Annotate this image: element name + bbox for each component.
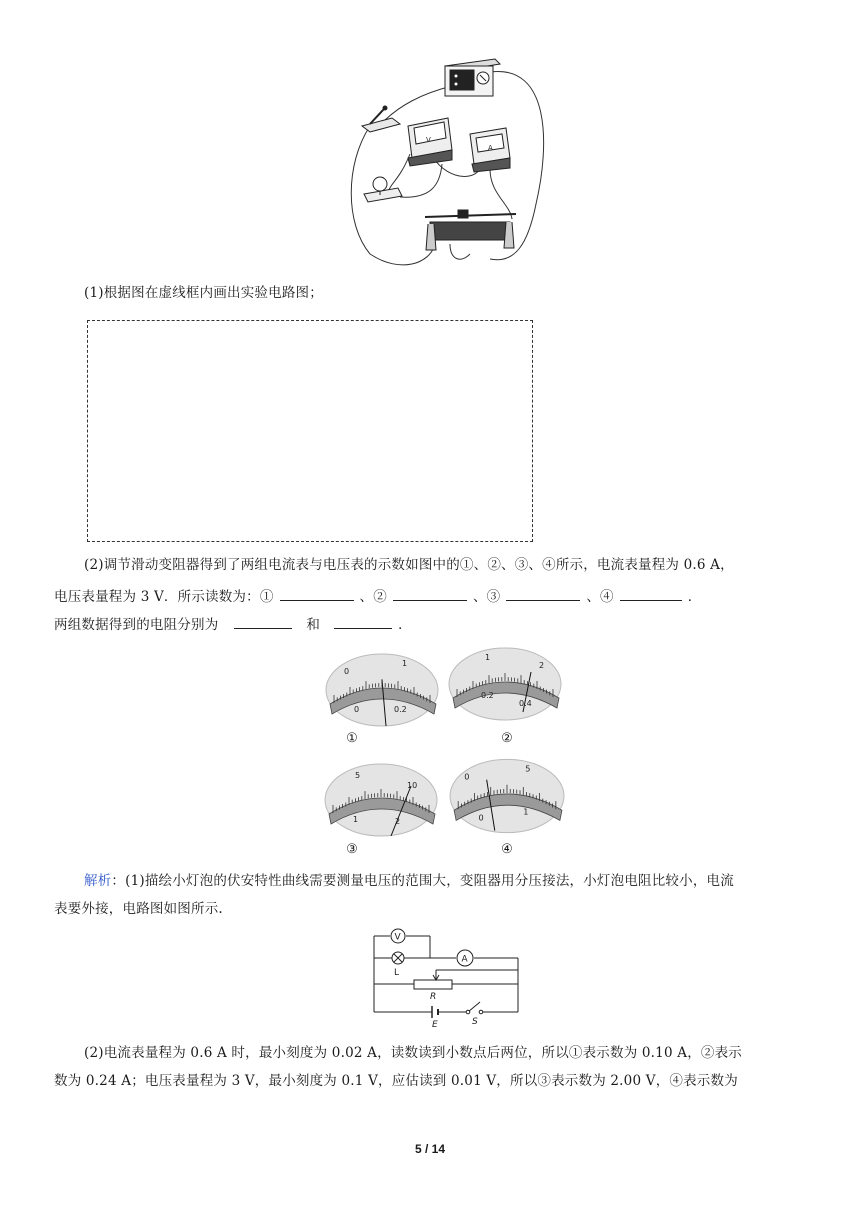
answer-blank-4[interactable]	[620, 586, 682, 601]
meter-4-label: ④	[501, 842, 513, 857]
voltmeter-letter: V	[426, 136, 431, 144]
meter-1-label: ①	[346, 731, 358, 746]
question-2-line-2-start: 电压表量程为 3 V．所示读数为：①	[54, 589, 274, 605]
resistance-blank-1[interactable]	[234, 614, 292, 629]
meter-4-dial	[448, 756, 566, 836]
meter-3-label: ③	[346, 842, 358, 857]
answer-blank-2[interactable]	[393, 586, 467, 601]
meter-lower-right-label: 0.2	[394, 705, 407, 714]
rheostat-device	[425, 210, 516, 250]
question-2-line-3-start: 两组数据得到的电阻分别为	[54, 617, 219, 633]
circuit-a-letter: A	[461, 954, 468, 965]
meter-upper-left-label: 5	[355, 771, 361, 780]
meter-upper-right-label: 10	[407, 781, 418, 790]
question-2-end: ．	[687, 589, 702, 605]
question-2-sep-4: 、④	[586, 589, 614, 605]
solution-part-1-line-1	[84, 868, 734, 894]
meter-2-dial	[446, 646, 564, 722]
question-2-line-2	[54, 584, 701, 610]
meter-lower-left-label: 0.2	[481, 691, 494, 700]
meter-upper-right-label: 5	[525, 763, 531, 774]
solution-part-2-line-2: 数为 0.24 A；电压表量程为 3 V，最小刻度为 0.1 V，应估读到 0.01 V，所以③表示数为 2.00 V，④表示数为	[54, 1073, 738, 1089]
circuit-e-letter: E	[432, 1020, 438, 1030]
meter-1-dial	[324, 652, 440, 728]
question-2-line-3	[54, 612, 412, 638]
ammeter-letter: A	[488, 144, 493, 152]
meter-upper-right-label: 1	[402, 659, 408, 668]
question-2-sep-2: 、②	[359, 589, 387, 605]
question-2-sep-3: 、③	[472, 589, 501, 605]
meter-upper-left-label: 0	[344, 667, 350, 676]
meter-lower-left-label: 1	[353, 815, 359, 824]
meter-2-label: ②	[501, 731, 513, 746]
meter-upper-left-label: 1	[485, 653, 491, 662]
resistance-blank-2[interactable]	[334, 614, 392, 629]
meter-lower-right-label: 1	[523, 806, 529, 817]
circuit-drawing-area[interactable]	[87, 320, 533, 542]
circuit-s-letter: S	[472, 1017, 478, 1027]
solution-part-2-line-1: (2)电流表量程为 0.6 A 时，最小刻度为 0.02 A，读数读到小数点后两位，所以①表示数为 0.10 A，②表示	[84, 1045, 742, 1061]
switch-device	[362, 106, 400, 132]
circuit-diagram	[368, 928, 524, 1030]
lamp-device	[364, 177, 402, 202]
circuit-v-letter: V	[394, 932, 401, 943]
solution-colon: ：	[111, 873, 126, 889]
question-2-and: 和	[306, 617, 321, 633]
meter-upper-right-label: 2	[539, 661, 545, 670]
solution-label: 解析	[84, 873, 112, 889]
meter-lower-left-label: 0	[354, 705, 360, 714]
meter-3-dial	[322, 762, 440, 838]
question-2-line-1: (2)调节滑动变阻器得到了两组电流表与电压表的示数如图中的①、②、③、④所示，电流表量程为 0.6 A，	[84, 557, 734, 573]
meter-upper-left-label: 0	[464, 771, 470, 782]
circuit-r-letter: R	[430, 992, 437, 1002]
circuit-l-letter: L	[394, 968, 400, 978]
meter-lower-right-label: 2	[395, 817, 401, 826]
power-supply	[445, 59, 500, 96]
page-number: 5 / 14	[414, 1142, 446, 1156]
question-2-line-3-end: ．	[398, 617, 412, 633]
question-1-text: (1)根据图在虚线框内画出实验电路图；	[84, 285, 323, 301]
meter-lower-right-label: 0.4	[519, 699, 532, 708]
voltmeter-device	[408, 118, 452, 166]
solution-part-1-line-2: 表要外接，电路图如图所示.	[54, 901, 223, 917]
ammeter-device	[470, 128, 510, 172]
answer-blank-3[interactable]	[506, 586, 580, 601]
answer-blank-1[interactable]	[280, 586, 354, 601]
solution-part-1-text: (1)描绘小灯泡的伏安特性曲线需要测量电压的范围大，变阻器用分压接法，小灯泡电阻比较小，电流	[125, 873, 734, 889]
apparatus-illustration	[340, 54, 550, 274]
meter-lower-left-label: 0	[478, 812, 484, 823]
